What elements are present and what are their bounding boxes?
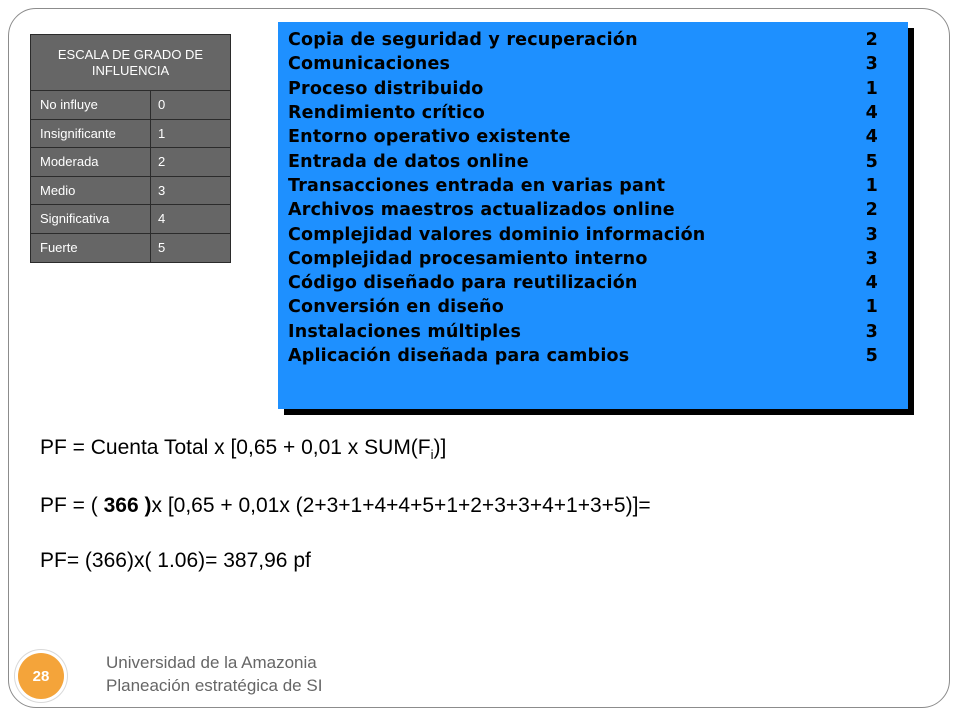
factor-value: 3 (865, 321, 878, 342)
factor-row (288, 28, 878, 52)
formula-general-prefix: PF = Cuenta Total x [0,65 + 0,01 x SUM(F (40, 436, 431, 459)
factor-value: 4 (865, 127, 878, 148)
factor-value: 1 (865, 78, 878, 99)
factor-row (288, 149, 878, 173)
factor-value: 3 (865, 224, 878, 245)
scale-value: 1 (158, 125, 166, 141)
factor-row (288, 174, 878, 198)
factor-value: 3 (865, 54, 878, 75)
factor-value: 5 (865, 151, 878, 172)
factor-label: Entrada de datos online (288, 151, 529, 172)
scale-row (31, 120, 230, 149)
factor-label: Comunicaciones (288, 54, 451, 75)
factor-label: Proceso distribuido (288, 78, 484, 99)
factor-value: 1 (865, 297, 878, 318)
footer-text (106, 651, 322, 697)
formula-general (40, 436, 446, 462)
factor-row (288, 77, 878, 101)
scale-value: 4 (158, 211, 166, 227)
scale-row (31, 148, 230, 177)
scale-label: Medio (31, 177, 151, 205)
factor-value: 5 (865, 346, 878, 366)
factor-row (288, 222, 878, 246)
scale-value: 2 (158, 154, 166, 170)
factor-row (288, 125, 878, 149)
factor-row (288, 295, 878, 319)
scale-label: No influye (31, 91, 151, 119)
adjustment-factors-box (278, 22, 908, 409)
factor-label: Complejidad valores dominio información (288, 224, 706, 245)
footer-university: Universidad de la Amazonia (106, 653, 317, 672)
scale-label: Significativa (31, 205, 151, 233)
factor-label: Instalaciones múltiples (288, 321, 522, 342)
formula-substituted (40, 494, 651, 518)
scale-row (31, 91, 230, 120)
factor-label: Rendimiento crítico (288, 103, 485, 124)
factor-label: Archivos maestros actualizados online (288, 200, 675, 221)
factor-row (288, 198, 878, 222)
formula-substituted-prefix: PF = ( (40, 494, 104, 517)
scale-label: Fuerte (31, 234, 151, 263)
formula-general-suffix: )] (433, 436, 447, 459)
factor-value: 1 (865, 175, 878, 196)
influence-scale-table (30, 34, 231, 263)
factor-row (288, 101, 878, 125)
scale-value: 0 (158, 97, 166, 113)
factor-row (288, 52, 878, 76)
factor-value: 2 (865, 200, 878, 221)
factor-row (288, 247, 878, 271)
factor-label: Complejidad procesamiento interno (288, 248, 648, 269)
factor-row (288, 344, 878, 368)
footer-course: Planeación estratégica de SI (106, 676, 323, 695)
factor-value: 4 (865, 273, 878, 294)
factor-label: Conversión en diseño (288, 297, 504, 318)
factor-value: 4 (865, 103, 878, 124)
scale-label: Insignificante (31, 120, 151, 148)
factor-row (288, 320, 878, 344)
scale-row (31, 177, 230, 206)
factor-label: Aplicación diseñada para cambios (288, 346, 630, 366)
scale-value: 3 (158, 182, 166, 198)
factor-row (288, 271, 878, 295)
page-number-badge: 28 (18, 653, 64, 699)
factor-label: Copia de seguridad y recuperación (288, 30, 638, 51)
scale-label: Moderada (31, 148, 151, 176)
formula-substituted-suffix: x [0,65 + 0,01x (2+3+1+4+4+5+1+2+3+3+4+1+3+5)]= (151, 494, 651, 517)
factor-label: Código diseñado para reutilización (288, 273, 638, 294)
formula-subscript: i (430, 447, 434, 463)
scale-row (31, 205, 230, 234)
formula-total-count: 366 ) (103, 494, 152, 517)
scale-value: 5 (158, 240, 166, 256)
factor-value: 3 (865, 248, 878, 269)
scale-row (31, 234, 230, 263)
factor-label: Transacciones entrada en varias pant (288, 175, 666, 196)
formula-result: PF= (366)x( 1.06)= 387,96 pf (40, 549, 311, 572)
factor-label: Entorno operativo existente (288, 127, 571, 148)
scale-header: ESCALA DE GRADO DE INFLUENCIA (31, 35, 230, 91)
factor-value: 2 (865, 30, 878, 51)
